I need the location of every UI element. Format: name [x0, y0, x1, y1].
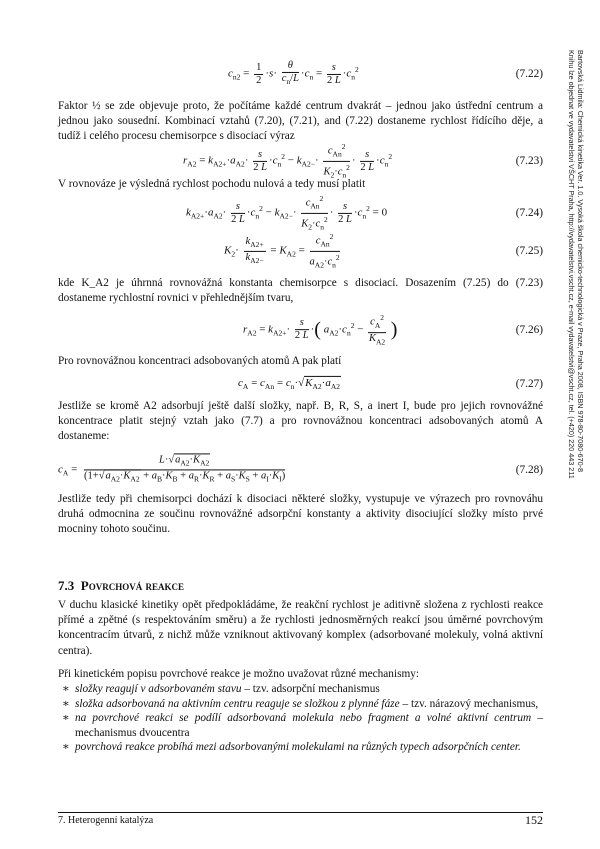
- paragraph-6: Jestliže tedy při chemisorpci dochází k disociaci některé složky, vystupuje ve výrazech pro rovnováhu druhá odmocnina ze součinu rovnovážné adsorpční konstanty a aktivity disociující složky místo prvé mocniny tohoto součinu.: [58, 493, 543, 536]
- bullet-icon: ∗: [62, 712, 70, 724]
- side-citation-line1: Bartovská Lidmila: Chemická kinetika Ver. 1.0. Vysoká škola chemicko-technologická v Praze, Praha 2008, ISBN 978-80-7080-670-8: [576, 50, 585, 473]
- equation-7-25: [58, 231, 543, 270]
- list-item-emphasis: na povrchové reakci se podílí adsorbovaná molekula nebo fragment a volné aktivní centrum: [75, 712, 532, 724]
- list-item-text: – mechanismus dvoucentra: [75, 712, 543, 739]
- list-item: [58, 740, 543, 755]
- paragraph-7: V duchu klasické kinetiky opět předpokládáme, že reakční rychlost je aditivně složena z rychlosti reakce přímé a zpětné (s respektováním směru) a že rychlosti jednosměrných reakcí jsou úměrné povrchovým koncentracím útvarů, z nichž může vzniknout aktivovaný komplex (adsorbované molekuly, volná aktivní centra).: [58, 599, 543, 657]
- equation-7-28: [58, 450, 543, 490]
- list-item: [58, 711, 543, 740]
- equation-number: (7.25): [515, 245, 543, 257]
- equation-7-27: [58, 371, 543, 397]
- list-item-emphasis: složky reagují v adsorbovaném stavu: [75, 683, 242, 695]
- side-citation-line2: Knihu lze objednat ve vydavatelství VŠCHT Praha, http://vydavatelstvi.vscht.cz, e-mail vydavatelstvi@vscht.cz, tel. (+420) 220 443 211: [566, 50, 576, 479]
- equation-number: (7.22): [515, 68, 543, 80]
- list-item-emphasis: složka adsorbovaná na aktivním centru reaguje se složkou z plynné fáze: [75, 697, 400, 710]
- paragraph-2: V rovnováze je výsledná rychlost pochodu nulová a tedy musí platit: [58, 178, 366, 190]
- section-heading: [58, 578, 184, 594]
- list-item-text: – tzv. nárazový mechanismus,: [399, 697, 539, 710]
- paragraph-3: kde K_A2 je úhrnná rovnovážná konstanta chemisorpce s disociací. Dosazením (7.25) do (7.23) dostaneme rychlostní rovnici v přehlednějším tvaru,: [58, 277, 543, 305]
- equation-7-26: [58, 312, 543, 348]
- equation-7-26-body: $r_{A2} = k_{A2+}\cdot$ $\frac{s}{2 L}$ ·( $a_{A2}\cdot c_n^2$ − $\frac{c_A^2}{K_{A2}}$ ): [243, 313, 398, 346]
- paragraph-8: Při kinetickém popisu povrchové reakce je možno uvažovat různé mechanismy:: [58, 668, 420, 680]
- equation-number: (7.26): [515, 324, 543, 336]
- equation-7-22: [58, 56, 543, 92]
- equation-7-24-body: $k_{A2+}\cdot a_{A2}\cdot$ $\frac{s}{2 L}$ $\cdot c_n^2 - k_{A2-}\cdot$ $\frac{c_{An}^2}{K_2\cdot c_n^2}$ · $\frac{s}{2 L}$ $\cdot c_n^2 = 0$: [186, 193, 388, 232]
- paragraph-4: Pro rovnovážnou koncentraci adsobovaných atomů A pak platí: [58, 355, 342, 367]
- equation-number: (7.27): [515, 378, 543, 390]
- equation-7-23-body: $r_{A2} = k_{A2+}\cdot a_{A2}\cdot$ $\frac{s}{2 L}$ $\cdot c_n^2 - k_{A2-}\cdot$ $\frac{c_{An}^2}{K_2\cdot c_n^2}$ · $\frac{s}{2 L}$ $\cdot c_n^2$: [183, 141, 393, 180]
- list-item: [58, 697, 543, 712]
- page-number: 152: [525, 813, 543, 827]
- list-item: [58, 682, 543, 697]
- section-title: Povrchová reakce: [80, 578, 184, 593]
- paragraph-1: Faktor ½ se zde objevuje proto, že počítáme každé centrum dvakrát – jednou jako ústřední centrum a jednou jako sousední. Kombinací vztahů (7.20), (7.21), and (7.22) dostaneme rychlost řídícího děje, a tudíž i celého procesu chemisorpce s disociací výraz: [58, 100, 543, 143]
- equation-number: (7.24): [515, 207, 543, 219]
- side-citation: [566, 50, 600, 610]
- list-item-emphasis: povrchová reakce probíhá mezi adsorbovanými molekulami na různých typech adsorpčních center.: [75, 741, 521, 753]
- equation-7-22-body: $c_{n2}$ = $\frac{1}{2}$ ·s· $\frac{\theta}{c_n/L}$ $\cdot c_n$ = $\frac{s}{2 L}$ $\cdot c_n^2$: [228, 59, 359, 87]
- equation-number: (7.28): [515, 464, 543, 476]
- mechanism-list: [58, 682, 543, 755]
- section-number: 7.3: [58, 578, 75, 593]
- footer-chapter: 7. Heterogenní katalýza: [58, 815, 154, 826]
- equation-7-25-body: $K_2\cdot$ $\frac{k_{A2+}}{k_{A2-}}$ = $K_{A2}$ = $\frac{c_{An}^2}{a_{A2}\cdot c_n^2}$: [224, 231, 340, 270]
- equation-number: (7.23): [515, 155, 543, 167]
- bullet-icon: ∗: [62, 741, 70, 753]
- equation-7-27-body: $c_A = c_{An} = c_n\cdot√K_{A2}\cdot a_{A2}$: [238, 376, 341, 392]
- bullet-icon: ∗: [62, 697, 70, 710]
- paragraph-5: Jestliže se kromě A2 adsorbují ještě další složky, např. B, R, S, a inert I, bude pro jejich rovnovážné koncentrace platit stejný vztah jako (7.7) a pro rovnovážnou koncentraci adsobovaných atomů A dostaneme:: [58, 400, 543, 443]
- footer-divider: [58, 812, 543, 813]
- equation-7-23: [58, 141, 543, 180]
- bullet-icon: ∗: [62, 683, 70, 695]
- list-item-text: – tzv. adsorpční mechanismus: [241, 683, 380, 695]
- equation-7-28-body: $c_A$ = $\frac{L\cdot√a_{A2}\cdot K_{A2}}{(1+√a_{A2}\cdot K_{A2} + a_B\cdot K_B + a_R\cdot K_R + a_S\cdot K_S + a_I\cdot K_I)}$: [58, 454, 286, 484]
- equation-7-24: [58, 193, 543, 232]
